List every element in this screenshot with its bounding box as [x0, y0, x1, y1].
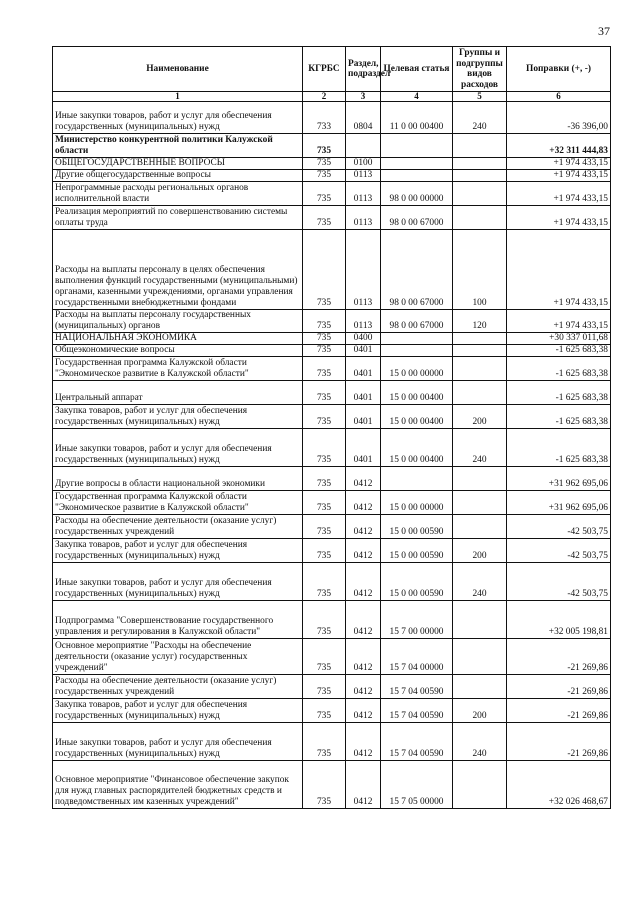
row-celevaya-cell: 98 0 00 67000 [381, 310, 453, 333]
header-popravki: Поправки (+, -) [507, 47, 611, 92]
row-amount-cell: +31 962 695,06 [507, 491, 611, 515]
table-row [53, 467, 611, 491]
row-gruppa-cell [453, 639, 507, 675]
row-gruppa-cell [453, 345, 507, 357]
row-gruppa-cell: 240 [453, 563, 507, 601]
row-kgrbs-cell: 735 [303, 429, 346, 467]
row-celevaya-cell: 15 0 00 00000 [381, 491, 453, 515]
row-name-cell: Основное мероприятие "Финансовое обеспечение закупок для нужд главных распорядителей бюджетных средств и подведомственных им казенных учреждений" [53, 761, 303, 809]
row-kgrbs-cell: 735 [303, 381, 346, 405]
row-razdel-cell: 0113 [346, 182, 381, 206]
row-amount-cell: -42 503,75 [507, 563, 611, 601]
row-razdel-cell: 0401 [346, 345, 381, 357]
row-celevaya-cell: 98 0 00 67000 [381, 206, 453, 230]
row-amount-cell: +32 026 468,67 [507, 761, 611, 809]
row-kgrbs-cell: 735 [303, 206, 346, 230]
column-number: 3 [346, 92, 381, 102]
row-name-cell: Непрограммные расходы региональных органов исполнительной власти [53, 182, 303, 206]
row-razdel-cell: 0400 [346, 333, 381, 345]
row-gruppa-cell [453, 675, 507, 699]
row-razdel-cell: 0401 [346, 429, 381, 467]
table-row [53, 539, 611, 563]
row-razdel-cell: 0113 [346, 310, 381, 333]
row-celevaya-cell [381, 467, 453, 491]
row-kgrbs-cell: 733 [303, 102, 346, 134]
row-razdel-cell: 0113 [346, 230, 381, 310]
row-celevaya-cell: 15 0 00 00590 [381, 515, 453, 539]
table-row [53, 381, 611, 405]
row-razdel-cell: 0412 [346, 675, 381, 699]
row-celevaya-cell [381, 170, 453, 182]
row-name-cell: Министерство конкурентной политики Калужской области [53, 134, 303, 158]
row-amount-cell: -21 269,86 [507, 723, 611, 761]
row-name-cell: Иные закупки товаров, работ и услуг для обеспечения государственных (муниципальных) нужд [53, 102, 303, 134]
row-celevaya-cell: 15 7 05 00000 [381, 761, 453, 809]
row-amount-cell: +30 337 011,68 [507, 333, 611, 345]
row-gruppa-cell: 200 [453, 405, 507, 429]
row-gruppa-cell [453, 158, 507, 170]
row-celevaya-cell: 15 7 04 00000 [381, 639, 453, 675]
row-name-cell: Реализация мероприятий по совершенствованию системы оплаты труда [53, 206, 303, 230]
header-razdel: Раздел, подраздел [346, 47, 381, 92]
row-name-cell: ОБЩЕГОСУДАРСТВЕННЫЕ ВОПРОСЫ [53, 158, 303, 170]
row-celevaya-cell: 15 7 04 00590 [381, 723, 453, 761]
row-name-cell: Государственная программа Калужской области "Экономическое развитие в Калужской области" [53, 357, 303, 381]
row-celevaya-cell [381, 333, 453, 345]
table-row [53, 333, 611, 345]
row-amount-cell: -21 269,86 [507, 675, 611, 699]
row-gruppa-cell: 240 [453, 723, 507, 761]
row-razdel-cell: 0412 [346, 601, 381, 639]
row-name-cell: Другие общегосударственные вопросы [53, 170, 303, 182]
row-celevaya-cell: 15 0 00 00400 [381, 429, 453, 467]
row-kgrbs-cell: 735 [303, 333, 346, 345]
row-amount-cell: -1 625 683,38 [507, 381, 611, 405]
row-celevaya-cell [381, 134, 453, 158]
row-kgrbs-cell: 735 [303, 761, 346, 809]
row-name-cell: Расходы на выплаты персоналу в целях обеспечения выполнения функций государственными (муниципальными) органами, казенными учреждениями, органами управления государственными внебюджетными фондами [53, 230, 303, 310]
row-amount-cell: -1 625 683,38 [507, 345, 611, 357]
row-razdel-cell [346, 134, 381, 158]
table-row [53, 310, 611, 333]
table-row [53, 158, 611, 170]
table-row [53, 170, 611, 182]
row-razdel-cell: 0412 [346, 491, 381, 515]
row-gruppa-cell: 120 [453, 310, 507, 333]
row-gruppa-cell [453, 601, 507, 639]
row-gruppa-cell [453, 491, 507, 515]
row-amount-cell: +1 974 433,15 [507, 182, 611, 206]
row-name-cell: Государственная программа Калужской области "Экономическое развитие в Калужской области" [53, 491, 303, 515]
row-amount-cell: -42 503,75 [507, 539, 611, 563]
table-row [53, 345, 611, 357]
row-celevaya-cell: 11 0 00 00400 [381, 102, 453, 134]
table-row [53, 405, 611, 429]
header-gruppy: Группы и подгруппы видов расходов [453, 47, 507, 92]
row-celevaya-cell: 15 0 00 00000 [381, 357, 453, 381]
row-kgrbs-cell: 735 [303, 539, 346, 563]
row-kgrbs-cell: 735 [303, 134, 346, 158]
column-number: 4 [381, 92, 453, 102]
row-kgrbs-cell: 735 [303, 345, 346, 357]
table-row [53, 699, 611, 723]
row-gruppa-cell: 240 [453, 429, 507, 467]
row-razdel-cell: 0401 [346, 381, 381, 405]
table-row [53, 102, 611, 134]
row-amount-cell: -1 625 683,38 [507, 405, 611, 429]
row-amount-cell: +32 005 198,81 [507, 601, 611, 639]
row-razdel-cell: 0412 [346, 761, 381, 809]
row-kgrbs-cell: 735 [303, 675, 346, 699]
column-number: 1 [53, 92, 303, 102]
row-amount-cell: +1 974 433,15 [507, 310, 611, 333]
row-razdel-cell: 0412 [346, 563, 381, 601]
row-name-cell: Закупка товаров, работ и услуг для обеспечения государственных (муниципальных) нужд [53, 699, 303, 723]
table-row [53, 723, 611, 761]
row-razdel-cell: 0401 [346, 357, 381, 381]
header-name: Наименование [53, 47, 303, 92]
row-kgrbs-cell: 735 [303, 491, 346, 515]
table-row [53, 515, 611, 539]
row-gruppa-cell [453, 170, 507, 182]
table-row [53, 601, 611, 639]
column-number-row [53, 92, 611, 102]
row-razdel-cell: 0113 [346, 170, 381, 182]
table-header-row [53, 47, 611, 92]
row-amount-cell: -42 503,75 [507, 515, 611, 539]
row-razdel-cell: 0804 [346, 102, 381, 134]
row-kgrbs-cell: 735 [303, 230, 346, 310]
row-name-cell: Иные закупки товаров, работ и услуг для обеспечения государственных (муниципальных) нужд [53, 429, 303, 467]
row-razdel-cell: 0412 [346, 639, 381, 675]
row-celevaya-cell [381, 158, 453, 170]
row-celevaya-cell: 15 7 00 00000 [381, 601, 453, 639]
row-gruppa-cell: 100 [453, 230, 507, 310]
row-razdel-cell: 0412 [346, 723, 381, 761]
row-gruppa-cell [453, 333, 507, 345]
row-kgrbs-cell: 735 [303, 515, 346, 539]
row-celevaya-cell: 15 0 00 00590 [381, 563, 453, 601]
table-row [53, 491, 611, 515]
row-amount-cell: +32 311 444,83 [507, 134, 611, 158]
header-kgrbs: КГРБС [303, 47, 346, 92]
row-gruppa-cell [453, 182, 507, 206]
table-row [53, 639, 611, 675]
row-razdel-cell: 0412 [346, 699, 381, 723]
row-name-cell: Расходы на обеспечение деятельности (оказание услуг) государственных учреждений [53, 515, 303, 539]
row-name-cell: Общеэкономические вопросы [53, 345, 303, 357]
row-amount-cell: +1 974 433,15 [507, 170, 611, 182]
row-amount-cell: +1 974 433,15 [507, 230, 611, 310]
table-row [53, 134, 611, 158]
row-gruppa-cell [453, 134, 507, 158]
table-row [53, 761, 611, 809]
row-name-cell: Центральный аппарат [53, 381, 303, 405]
row-gruppa-cell [453, 761, 507, 809]
row-gruppa-cell [453, 206, 507, 230]
table-row [53, 357, 611, 381]
row-gruppa-cell: 200 [453, 699, 507, 723]
row-name-cell: Закупка товаров, работ и услуг для обеспечения государственных (муниципальных) нужд [53, 539, 303, 563]
row-razdel-cell: 0401 [346, 405, 381, 429]
row-amount-cell: -21 269,86 [507, 639, 611, 675]
row-name-cell: Расходы на обеспечение деятельности (оказание услуг) государственных учреждений [53, 675, 303, 699]
row-kgrbs-cell: 735 [303, 563, 346, 601]
column-number: 5 [453, 92, 507, 102]
table-row [53, 206, 611, 230]
column-number: 6 [507, 92, 611, 102]
row-razdel-cell: 0412 [346, 539, 381, 563]
header-celevaya: Целевая статья [381, 47, 453, 92]
row-kgrbs-cell: 735 [303, 467, 346, 491]
row-name-cell: НАЦИОНАЛЬНАЯ ЭКОНОМИКА [53, 333, 303, 345]
row-gruppa-cell [453, 381, 507, 405]
row-kgrbs-cell: 735 [303, 723, 346, 761]
row-kgrbs-cell: 735 [303, 601, 346, 639]
row-celevaya-cell: 15 7 04 00590 [381, 675, 453, 699]
table-row [53, 675, 611, 699]
row-name-cell: Основное мероприятие "Расходы на обеспечение деятельности (оказание услуг) государственных учреждений" [53, 639, 303, 675]
row-amount-cell: -36 396,00 [507, 102, 611, 134]
row-razdel-cell: 0412 [346, 515, 381, 539]
row-name-cell: Закупка товаров, работ и услуг для обеспечения государственных (муниципальных) нужд [53, 405, 303, 429]
row-celevaya-cell: 98 0 00 67000 [381, 230, 453, 310]
row-name-cell: Иные закупки товаров, работ и услуг для обеспечения государственных (муниципальных) нужд [53, 563, 303, 601]
row-name-cell: Другие вопросы в области национальной экономики [53, 467, 303, 491]
row-gruppa-cell: 240 [453, 102, 507, 134]
row-gruppa-cell [453, 515, 507, 539]
row-amount-cell: -1 625 683,38 [507, 429, 611, 467]
row-kgrbs-cell: 735 [303, 357, 346, 381]
row-kgrbs-cell: 735 [303, 310, 346, 333]
row-amount-cell: -1 625 683,38 [507, 357, 611, 381]
row-gruppa-cell [453, 357, 507, 381]
table-row [53, 563, 611, 601]
budget-amendments-table [52, 46, 611, 809]
row-name-cell: Подпрограмма "Совершенствование государственного управления и регулирования в Калужской области" [53, 601, 303, 639]
row-name-cell: Расходы на выплаты персоналу государственных (муниципальных) органов [53, 310, 303, 333]
row-kgrbs-cell: 735 [303, 699, 346, 723]
row-razdel-cell: 0412 [346, 467, 381, 491]
row-amount-cell: -21 269,86 [507, 699, 611, 723]
row-celevaya-cell [381, 345, 453, 357]
row-celevaya-cell: 15 0 00 00590 [381, 539, 453, 563]
row-kgrbs-cell: 735 [303, 158, 346, 170]
row-amount-cell: +31 962 695,06 [507, 467, 611, 491]
row-amount-cell: +1 974 433,15 [507, 158, 611, 170]
row-celevaya-cell: 15 0 00 00400 [381, 381, 453, 405]
row-amount-cell: +1 974 433,15 [507, 206, 611, 230]
row-celevaya-cell: 15 0 00 00400 [381, 405, 453, 429]
table-row [53, 230, 611, 310]
row-kgrbs-cell: 735 [303, 405, 346, 429]
row-kgrbs-cell: 735 [303, 170, 346, 182]
row-kgrbs-cell: 735 [303, 639, 346, 675]
table-body [53, 102, 611, 809]
row-gruppa-cell [453, 467, 507, 491]
row-kgrbs-cell: 735 [303, 182, 346, 206]
row-razdel-cell: 0113 [346, 206, 381, 230]
row-celevaya-cell: 98 0 00 00000 [381, 182, 453, 206]
row-gruppa-cell: 200 [453, 539, 507, 563]
column-number: 2 [303, 92, 346, 102]
row-celevaya-cell: 15 7 04 00590 [381, 699, 453, 723]
row-name-cell: Иные закупки товаров, работ и услуг для обеспечения государственных (муниципальных) нужд [53, 723, 303, 761]
page-number: 37 [598, 24, 610, 38]
row-razdel-cell: 0100 [346, 158, 381, 170]
table-row [53, 429, 611, 467]
table-row [53, 182, 611, 206]
